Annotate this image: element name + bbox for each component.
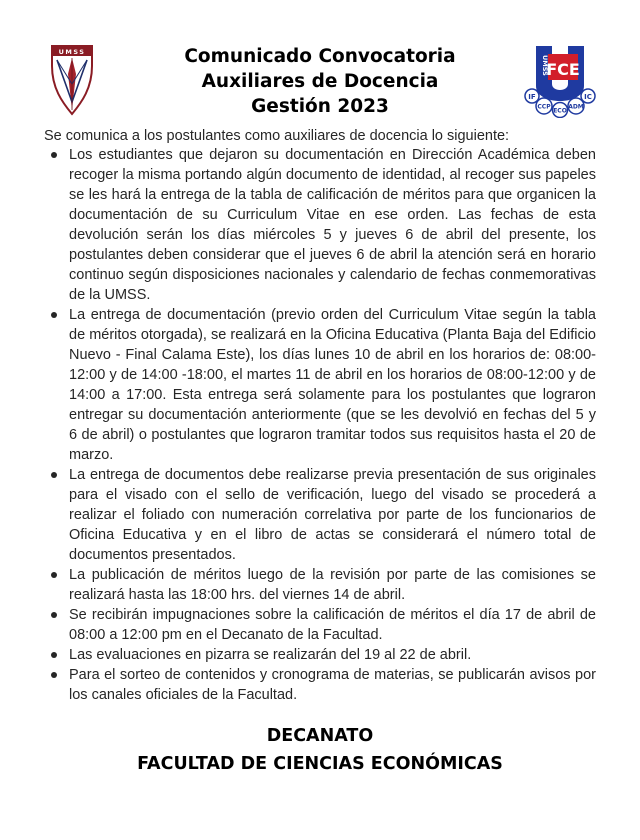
fce-badge-adm: ADM — [568, 103, 584, 111]
footer-line-2: FACULTAD DE CIENCIAS ECONÓMICAS — [137, 754, 503, 774]
list-item: Los estudiantes que dejaron su documentación en Dirección Académica deben recoger la misma portando algún documento de identidad, al recoger sus papeles se les hará la entrega de la tabla de calificación de méritos para que organicen la documentación de su Curriculum Vitae en ese orden. Las fechas de esta devolución serán los días miércoles 5 y jueves 6 de abril del presente, los postulantes deben considerar que el jueves 6 de abril la atención será en horario continuo según disposiciones nacionales y calendario de fechas conmemorativas de la UMSS. — [69, 147, 596, 303]
list-item: La entrega de documentos debe realizarse previa presentación de sus originales para el visado con el sello de verificación, luego del visado se procederá a realizar el foliado con numeración correlativa por parte de los funcionarios de Oficina Educativa y en el libro de actas se considerará el número total de documentos presentados. — [69, 467, 596, 563]
list-item: La publicación de méritos luego de la revisión por parte de las comisiones se realizará hasta las 18:00 hrs. del viernes 14 de abril. — [69, 567, 596, 603]
fce-badge-ccp: CCP — [537, 103, 551, 111]
fce-badge-eco: ECO — [553, 107, 567, 115]
fce-logo-main-text: FCE — [546, 60, 580, 79]
list-item: La entrega de documentación (previo orden del Curriculum Vitae según la tabla de méritos otorgada), se realizará en la Oficina Educativa (Planta Baja del Edificio Nuevo - Final Calama Este), los días lunes 10 de abril en los horarios de: 08:00-12:00 y de 14:00 -18:00, el martes 11 de abril en los horarios de 08:00-12:00 y de 14:00 a 17:00. Esta entrega será solamente para los postulantes que lograron entregar su documentación anteriormente (que se les devolvió en fechas del 5 y 6 de abril) o postulantes que lograron tramitar todos sus requisitos hasta el 20 de marzo. — [69, 307, 596, 463]
fce-logo — [522, 40, 598, 118]
title-line-2: Auxiliares de Docencia — [201, 71, 439, 92]
intro-text: Se comunica a los postulantes como auxiliares de docencia lo siguiente: — [44, 128, 510, 144]
title-line-3: Gestión 2023 — [251, 96, 389, 117]
fce-badge-if: IF — [528, 93, 536, 101]
fce-faculty-logo-icon — [522, 40, 598, 118]
list-item: Para el sorteo de contenidos y cronograma de materias, se publicarán avisos por los canales oficiales de la Facultad. — [69, 667, 596, 703]
document-footer — [0, 722, 640, 778]
fce-badge-ic: IC — [584, 93, 592, 101]
announcement-list — [69, 145, 596, 705]
title-line-1: Comunicado Convocatoria — [184, 46, 456, 67]
footer-line-1: DECANATO — [266, 726, 374, 746]
list-item: Se recibirán impugnaciones sobre la calificación de méritos el día 17 de abril de 08:00 a 12:00 pm en el Decanato de la Facultad. — [69, 607, 596, 643]
fce-logo-vertical-text: UMSS — [541, 55, 549, 76]
list-item: Las evaluaciones en pizarra se realizarán del 19 al 22 de abril. — [69, 645, 596, 665]
umss-logo-text: UMSS — [58, 48, 86, 57]
